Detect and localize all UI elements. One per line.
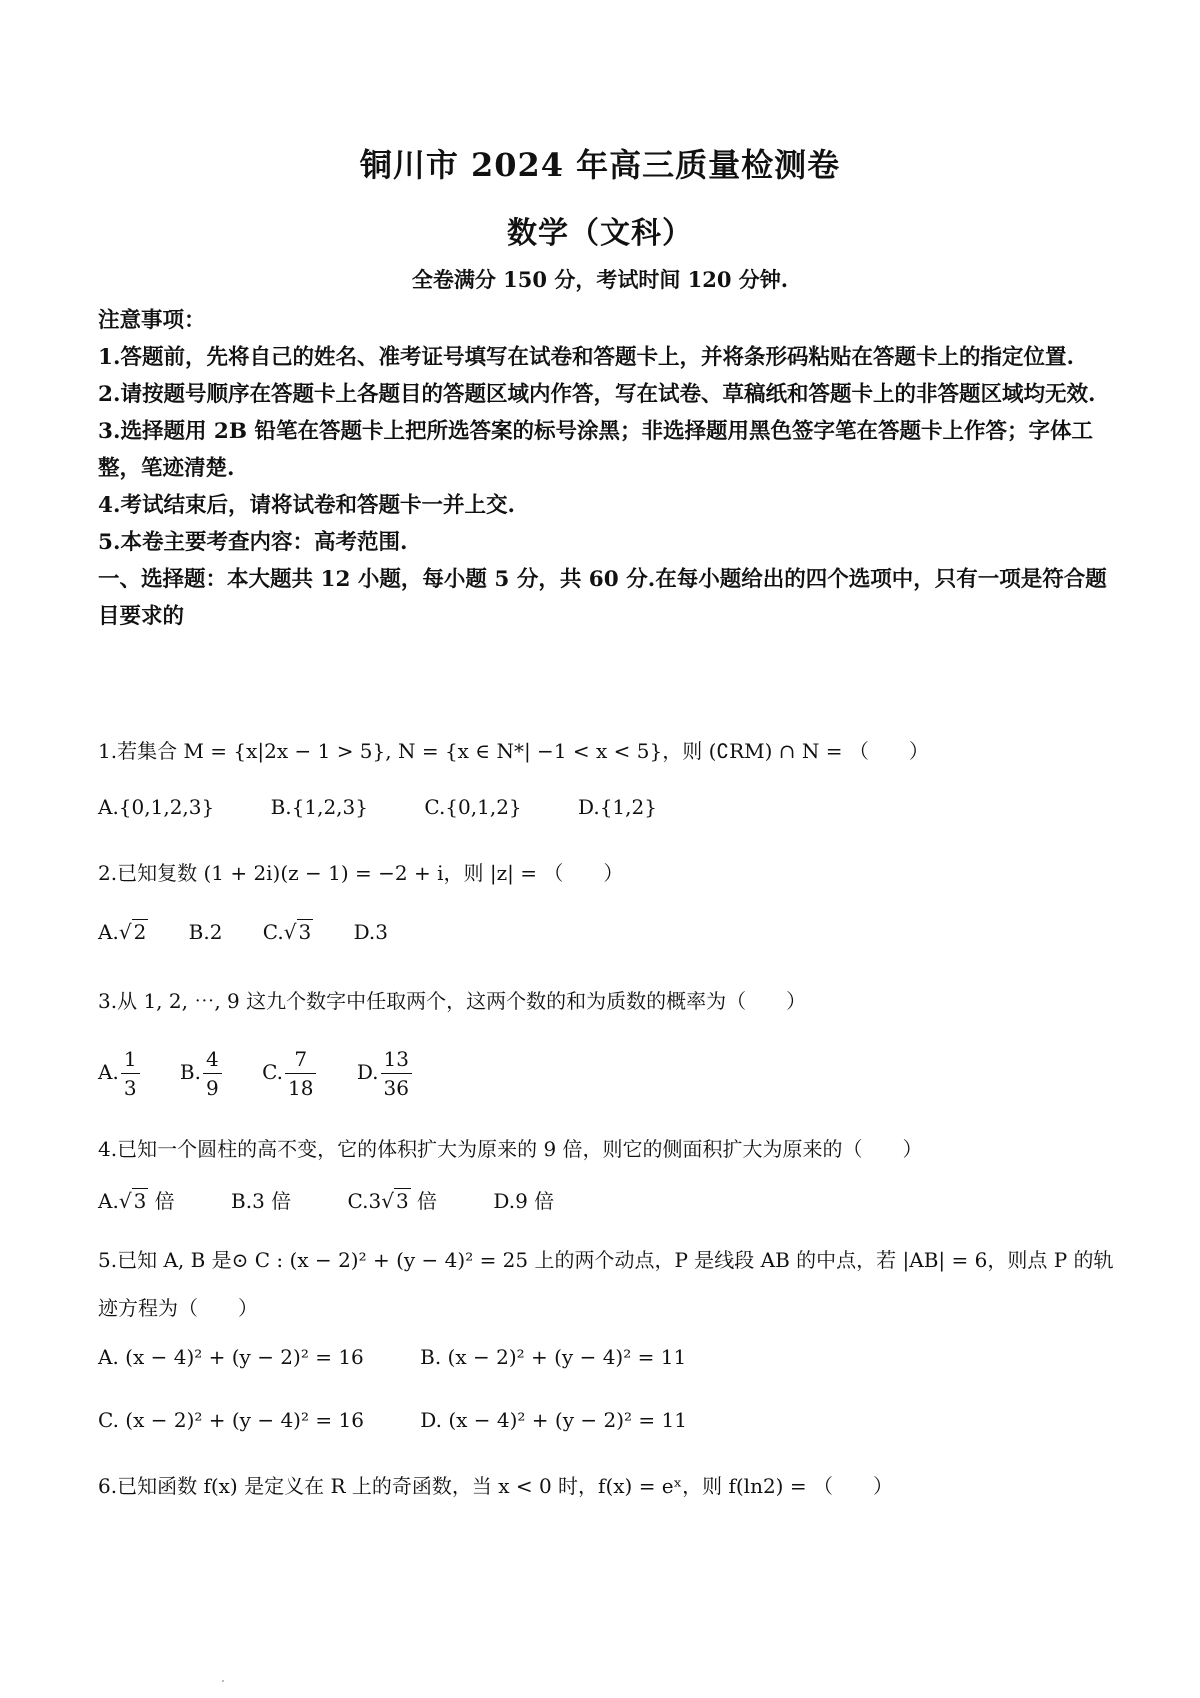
question-5-options-row2 xyxy=(98,1408,1118,1432)
page-subtitle: 数学（文科） xyxy=(507,216,693,251)
option-a: A. (x − 4)² + (y − 2)² = 16 xyxy=(98,1345,364,1369)
option-c: C.√ 3 xyxy=(262,920,312,944)
question-2-stem: 2.已知复数 (1 + 2i)(z − 1) = −2 + i，则 |z| = （ ） xyxy=(98,861,624,885)
option-c: C.{0,1,2} xyxy=(424,795,522,819)
note-item: 1.答题前，先将自己的姓名、准考证号填写在试卷和答题卡上，并将条形码粘贴在答题卡上的指定位置. xyxy=(98,345,1074,370)
notes-section xyxy=(98,302,1110,635)
score-time-line: 全卷满分 150 分，考试时间 120 分钟. xyxy=(411,267,789,292)
option-b: B. (x − 2)² + (y − 4)² = 11 xyxy=(420,1345,687,1369)
option-c: C.3√ 3 倍 xyxy=(347,1189,438,1213)
option-a: A.√ 2 xyxy=(98,920,147,944)
option-b: B.3 倍 xyxy=(231,1189,292,1213)
page-dot xyxy=(222,1680,224,1682)
question-2-options xyxy=(98,920,1118,944)
question-1-stem: 1.若集合 M = {x|2x − 1 > 5}, N = {x ∈ N*| −1 < x < 5}，则 (∁RM) ∩ N = （ ） xyxy=(98,739,929,763)
option-d: D.9 倍 xyxy=(493,1189,555,1213)
question-5-stem: 5.已知 A, B 是⊙ C : (x − 2)² + (y − 4)² = 25 上的两个动点，P 是线段 AB 的中点，若 |AB| = 6，则点 P 的轨迹方程为（ ） xyxy=(98,1248,1114,1320)
question-1-options xyxy=(98,795,1118,819)
note-item: 2.请按题号顺序在答题卡上各题目的答题区域内作答，写在试卷、草稿纸和答题卡上的非答题区域均无效. xyxy=(98,382,1096,407)
note-item: 4.考试结束后，请将试卷和答题卡一并上交. xyxy=(98,493,515,518)
option-a: A. $\frac{1}{3}$ xyxy=(98,1045,140,1102)
option-a: A.√ 3 倍 xyxy=(98,1189,175,1213)
option-a: A.{0,1,2,3} xyxy=(98,795,215,819)
option-d: D. (x − 4)² + (y − 2)² = 11 xyxy=(420,1408,687,1432)
note-item: 5.本卷主要考查内容：高考范围. xyxy=(98,530,408,555)
option-d: D. $\frac{13}{36}$ xyxy=(357,1045,412,1102)
question-4-stem: 4.已知一个圆柱的高不变，它的体积扩大为原来的 9 倍，则它的侧面积扩大为原来的（ ） xyxy=(98,1137,923,1161)
option-c: C. (x − 2)² + (y − 4)² = 16 xyxy=(98,1408,364,1432)
option-b: B. $\frac{4}{9}$ xyxy=(180,1045,222,1102)
option-d: D.{1,2} xyxy=(578,795,657,819)
question-3-options xyxy=(98,1045,1118,1102)
option-b: B.{1,2,3} xyxy=(270,795,368,819)
notes-heading: 注意事项： xyxy=(98,308,206,333)
question-4-options xyxy=(98,1185,1118,1214)
question-6-stem: 6.已知函数 f(x) 是定义在 R 上的奇函数，当 x < 0 时，f(x) = eˣ，则 f(ln2) = （ ） xyxy=(98,1474,893,1498)
option-b: B.2 xyxy=(188,920,223,944)
question-5-options-row1 xyxy=(98,1345,1118,1369)
option-d: D.3 xyxy=(353,920,388,944)
page-title: 铜川市 2024 年高三质量检测卷 xyxy=(359,146,841,184)
section-heading: 一、选择题：本大题共 12 小题，每小题 5 分，共 60 分.在每小题给出的四个选项中，只有一项是符合题目要求的 xyxy=(98,567,1107,629)
note-item: 3.选择题用 2B 铅笔在答题卡上把所选答案的标号涂黑；非选择题用黑色签字笔在答题卡上作答；字体工整，笔迹清楚. xyxy=(98,419,1094,481)
question-3-stem: 3.从 1, 2, ⋯, 9 这九个数字中任取两个，这两个数的和为质数的概率为（ ） xyxy=(98,989,807,1013)
option-c: C. $\frac{7}{18}$ xyxy=(262,1045,316,1102)
